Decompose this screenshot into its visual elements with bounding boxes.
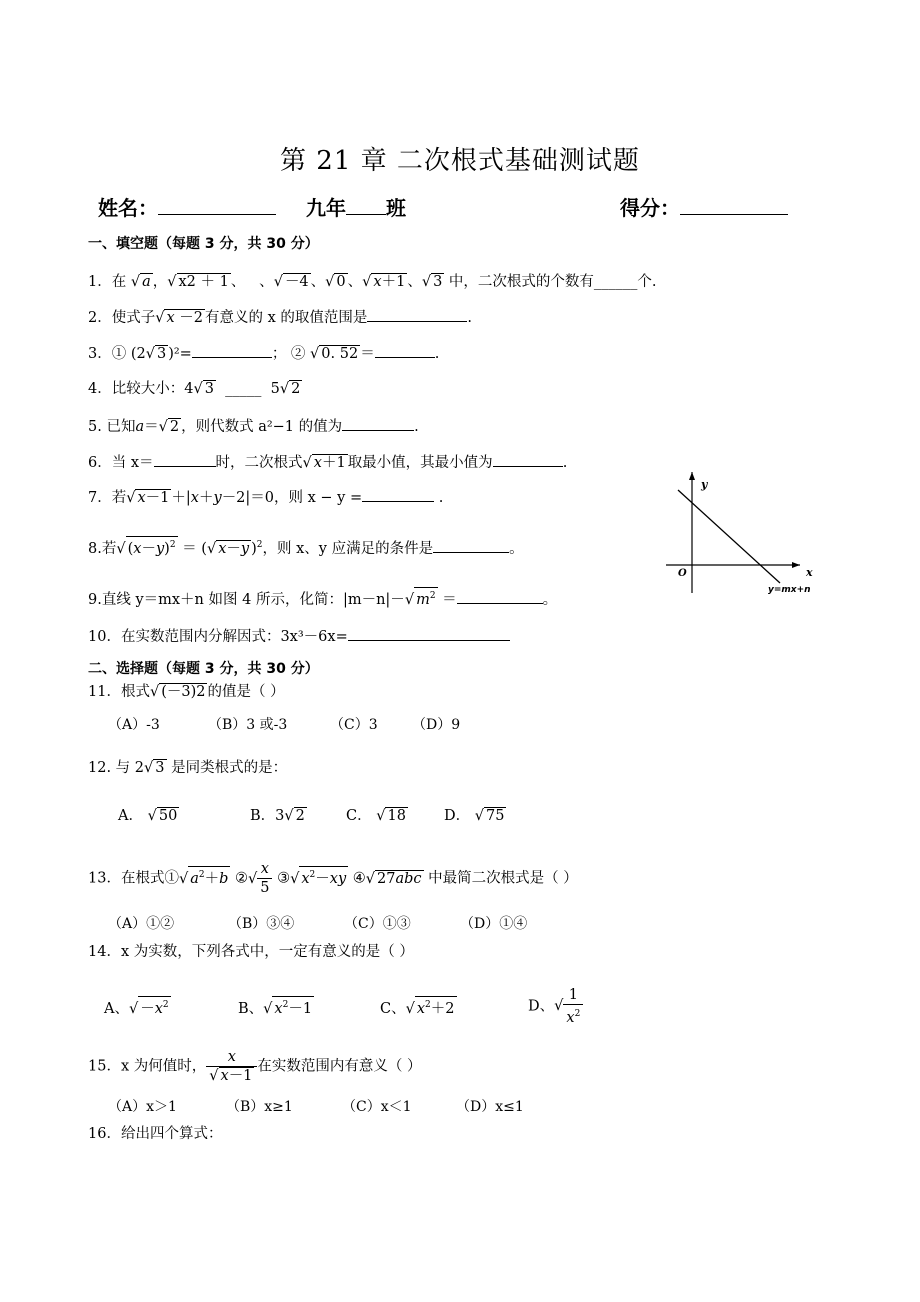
- q13-option-a[interactable]: （A）①②: [108, 916, 175, 932]
- q4-prefix: 4．比较大小：4: [88, 381, 194, 397]
- q11-option-d[interactable]: （D）9: [412, 717, 461, 733]
- q2-blank[interactable]: [367, 307, 467, 322]
- q15-option-a[interactable]: （A）x＞1: [108, 1099, 177, 1115]
- question-12: 12. 与 2√ 3 是同类根式的是：: [88, 758, 287, 778]
- q13-option-c[interactable]: （C）①③: [344, 916, 411, 932]
- q13-tail: 中最简二次根式是（ ）: [428, 870, 578, 887]
- question-9: 9.直线 y＝mx＋n 如图 4 所示，化简：|m－n|－√ $m^2$ ＝ 。: [88, 587, 557, 610]
- q12-d-label: D．: [444, 808, 471, 824]
- class-suffix: 班: [386, 196, 406, 220]
- q14-option-d[interactable]: D、√ $\frac{1}{x^2}$: [528, 986, 583, 1027]
- q14-a-label: A、: [104, 1000, 129, 1017]
- q11-prefix: 11．根式: [88, 684, 150, 700]
- question-4: 4．比较大小：4√ 3 _____ 5√ 2: [88, 379, 302, 399]
- q15-option-b[interactable]: （B）x≥1: [226, 1099, 293, 1115]
- question-15: 15．x 为何值时， x √ x－1 在实数范围内有意义（ ）: [88, 1048, 422, 1085]
- q12-tail: 是同类根式的是：: [171, 760, 288, 776]
- q13-prefix: 13．在根式①: [88, 870, 179, 887]
- q13-option-b[interactable]: （B）③④: [228, 916, 295, 932]
- q13-option-d[interactable]: （D）①④: [460, 916, 528, 932]
- q9-prefix: 9.直线 y＝mx＋n 如图 4 所示，化简：|m－n|－: [88, 591, 405, 608]
- q6-tail: 取最小值，其最小值为: [347, 455, 493, 471]
- line-graph-figure: [660, 468, 830, 598]
- q12-option-a[interactable]: A． √ 50: [118, 806, 179, 826]
- question-7: 7．若√ x－1 ＋|x＋y－2|＝0，则 x − y = .: [88, 487, 443, 508]
- x-axis-arrow: [792, 562, 800, 568]
- section2-heading: 二、选择题（每题 3 分，共 30 分）: [88, 661, 319, 677]
- y-axis-arrow: [689, 472, 695, 480]
- q11-option-a[interactable]: （A）-3: [108, 717, 160, 733]
- q5-text: ，则代数式 a²−1 的值为: [181, 419, 343, 435]
- question-8: 8.若√ $(x-y)^2$ ＝ (√ x－y )$^2$，则 x、y 应满足的条件是 。: [88, 535, 524, 559]
- q12-prefix: 12. 与 2: [88, 760, 145, 776]
- q12-option-b[interactable]: B．3√ 2: [250, 806, 307, 826]
- q14-option-b[interactable]: B、√ $x^2-1$: [238, 996, 314, 1019]
- q7-prefix: 7．若: [88, 490, 127, 506]
- score-field: [620, 192, 788, 221]
- question-10: [88, 626, 510, 647]
- class-blank[interactable]: [346, 196, 386, 215]
- question-6: 6．当 x＝ 时，二次根式√ x＋1 取最小值，其最小值为 .: [88, 452, 567, 473]
- q3-blank-2[interactable]: [375, 343, 435, 358]
- q13-c2: ②: [235, 870, 248, 887]
- q11-option-c[interactable]: （C）3: [330, 717, 378, 733]
- q13-c3: ③: [277, 870, 291, 887]
- page-title: 第 21 章 二次根式基础测试题: [280, 146, 640, 176]
- q15-tail: 在实数范围内有意义（ ）: [257, 1058, 422, 1075]
- x-axis-label: x: [806, 566, 813, 579]
- question-5: 5. 已知a＝√ 2 ，则代数式 a²−1 的值为 .: [88, 416, 419, 437]
- q3-sep: ； ②: [271, 346, 306, 362]
- class-field: [306, 192, 406, 221]
- q8-blank[interactable]: [433, 538, 509, 553]
- y-axis-label: y: [701, 478, 708, 491]
- name-field: [98, 192, 276, 221]
- q3-eq: )²=: [168, 346, 192, 362]
- q15-option-c[interactable]: （C）x＜1: [342, 1099, 412, 1115]
- q6-prefix: 6．当 x＝: [88, 455, 154, 471]
- origin-label: O: [678, 568, 687, 579]
- name-label: 姓名：: [98, 196, 158, 220]
- q1-text: 中，二次根式的个数有______个.: [448, 274, 657, 290]
- name-blank[interactable]: [158, 196, 276, 215]
- q12-option-c[interactable]: C． √ 18: [346, 806, 408, 826]
- question-1: 1．在 √ a ，√ x2 ＋ 1 、 、√ －4 、√ 0 、√ x＋1 、√ 3 中，二次根式的个数有______个.: [88, 272, 657, 292]
- q1-prefix: 1．在: [88, 274, 127, 290]
- question-3: 3．① (2√ 3 )²= ； ② √ 0. 52 ＝ .: [88, 343, 439, 364]
- q10-blank[interactable]: [348, 626, 510, 641]
- q14-d-label: D、: [528, 998, 555, 1015]
- q12-option-d[interactable]: D． √ 75: [444, 806, 506, 826]
- q3-prefix: 3．① (2: [88, 346, 146, 362]
- question-11: 11．根式√ (－3)2 的值是（ ）: [88, 682, 285, 702]
- q6-blank-2[interactable]: [493, 452, 563, 467]
- line-y-mx-n: [678, 490, 780, 583]
- score-label: 得分：: [620, 196, 680, 220]
- q12-a-label: A．: [118, 808, 143, 824]
- q13-c4: ④: [352, 870, 366, 887]
- q5-prefix: 5. 已知: [88, 419, 136, 435]
- question-13: 13．在根式①√ $a^2+b$ ②√ $\frac{x}{5}$ ③√ $x^2-xy$ ④√ 27abc 中最简二次根式是（ ）: [88, 860, 578, 897]
- q12-c-label: C．: [346, 808, 372, 824]
- q6-blank-1[interactable]: [154, 452, 216, 467]
- q10-prefix: 10．在实数范围内分解因式：3x³－6x=: [88, 629, 348, 645]
- q11-tail: 的值是（ ）: [207, 684, 285, 700]
- q12-b-label: B．3: [250, 808, 285, 824]
- q14-option-c[interactable]: C、√ $x^2+2$: [380, 996, 457, 1019]
- q15-option-d[interactable]: （D）x≤1: [456, 1099, 524, 1115]
- q7-blank[interactable]: [362, 487, 434, 502]
- question-16: 16．给出四个算式：: [88, 1126, 223, 1142]
- q9-blank[interactable]: [457, 589, 543, 604]
- section1-heading: 一、填空题（每题 3 分，共 30 分）: [88, 236, 319, 252]
- q7-text: ，则 x − y =: [274, 490, 363, 506]
- class-prefix: 九年: [306, 196, 346, 220]
- q4-second: 5: [270, 381, 280, 397]
- q2-text: 有意义的 x 的取值范围是: [205, 310, 368, 326]
- line-label: y=mx+n: [768, 585, 811, 595]
- q14-option-a[interactable]: A、√ $-x^2$: [104, 996, 171, 1019]
- q3-blank-1[interactable]: [192, 343, 272, 358]
- q5-blank[interactable]: [342, 416, 414, 431]
- q14-b-label: B、: [238, 1000, 264, 1017]
- q4-gap[interactable]: _____: [225, 381, 262, 397]
- q2-prefix: 2．使式子: [88, 310, 156, 326]
- q8-prefix: 8.若: [88, 540, 117, 557]
- q3-tail: ＝: [360, 346, 375, 362]
- q8-text: ，则 x、y 应满足的条件是: [262, 540, 434, 557]
- q9-eq: ＝: [442, 591, 457, 608]
- q6-mid: 时，二次根式: [215, 455, 303, 471]
- score-blank[interactable]: [680, 196, 788, 215]
- q15-prefix: 15．x 为何值时，: [88, 1058, 207, 1075]
- question-2: 2．使式子√ x －2 有意义的 x 的取值范围是 .: [88, 307, 472, 328]
- question-14: 14．x 为实数，下列各式中，一定有意义的是（ ）: [88, 944, 414, 960]
- q11-option-b[interactable]: （B）3 或-3: [208, 717, 288, 733]
- q14-c-label: C、: [380, 1000, 406, 1017]
- radical-a: [131, 274, 140, 290]
